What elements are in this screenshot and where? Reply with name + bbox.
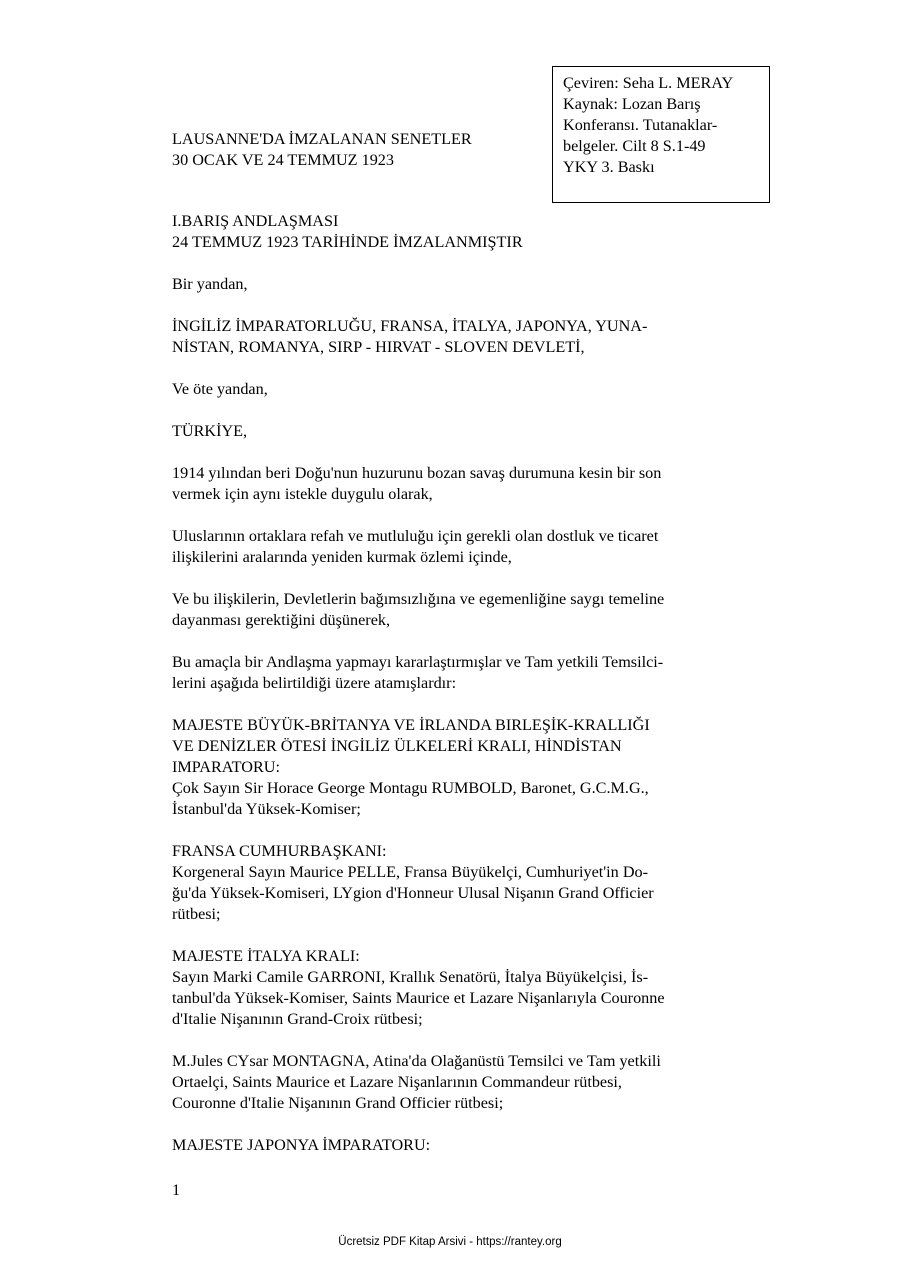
document-heading: [172, 129, 472, 171]
text-line: Couronne d'Italie Nişanının Grand Officier rütbesi;: [172, 1094, 504, 1112]
text-line: Ve bu ilişkilerin, Devletlerin bağımsızlığına ve egemenliğine saygı temeline: [172, 590, 665, 608]
text-line: 24 TEMMUZ 1923 TARİHİNDE İMZALANMIŞTIR: [172, 233, 523, 251]
footer-link[interactable]: Ücretsiz PDF Kitap Arsivi - https://rantey.org: [338, 1236, 562, 1248]
text-line: 1914 yılından beri Doğu'nun huzurunu bozan savaş durumuna kesin bir son: [172, 464, 662, 482]
text-line: M.Jules CYsar MONTAGNA, Atina'da Olağanüstü Temsilci ve Tam yetkili: [172, 1052, 661, 1070]
paragraph: [172, 715, 742, 820]
source-line: Kaynak: Lozan Barış: [563, 95, 701, 113]
translator-line: Çeviren: Seha L. MERAY: [563, 74, 734, 92]
publisher-line: YKY 3. Baskı: [563, 158, 655, 176]
text-line: I.BARIŞ ANDLAŞMASI: [172, 212, 339, 230]
paragraph: [172, 1051, 742, 1114]
source-line: Konferansı. Tutanaklar-: [563, 116, 718, 134]
footer: [0, 1235, 900, 1249]
document-dates: 30 OCAK VE 24 TEMMUZ 1923: [172, 151, 394, 169]
text-line: MAJESTE BÜYÜK-BRİTANYA VE İRLANDA BIRLEŞİK-KRALLIĞI: [172, 716, 650, 734]
paragraph: [172, 526, 742, 568]
document-title: LAUSANNE'DA İMZALANAN SENETLER: [172, 130, 472, 148]
text-line: lerini aşağıda belirtildiği üzere atamışlardır:: [172, 674, 457, 692]
text-line: İNGİLİZ İMPARATORLUĞU, FRANSA, İTALYA, JAPONYA, YUNA-: [172, 317, 648, 335]
document-body: [172, 211, 742, 1177]
paragraph: [172, 211, 742, 253]
paragraph: [172, 379, 742, 400]
text-line: tanbul'da Yüksek-Komiser, Saints Maurice et Lazare Nişanlarıyla Couronne: [172, 989, 665, 1007]
paragraph: [172, 946, 742, 1030]
paragraph: [172, 841, 742, 925]
text-line: vermek için aynı istekle duygulu olarak,: [172, 485, 433, 503]
paragraph: [172, 421, 742, 442]
text-line: VE DENİZLER ÖTESİ İNGİLİZ ÜLKELERİ KRALI, HİNDİSTAN: [172, 737, 622, 755]
text-line: Bir yandan,: [172, 275, 248, 293]
text-line: ilişkilerini aralarında yeniden kurmak özlemi içinde,: [172, 548, 512, 566]
text-line: d'Italie Nişanının Grand-Croix rütbesi;: [172, 1010, 423, 1028]
page-number: 1: [172, 1181, 181, 1199]
source-volume-line: belgeler. Cilt 8 S.1-49: [563, 137, 706, 155]
text-line: İstanbul'da Yüksek-Komiser;: [172, 800, 361, 818]
text-line: NİSTAN, ROMANYA, SIRP - HIRVAT - SLOVEN DEVLETİ,: [172, 338, 585, 356]
translator-source-box: [552, 66, 770, 203]
paragraph: [172, 1135, 742, 1156]
text-line: Ortaelçi, Saints Maurice et Lazare Nişanlarının Commandeur rütbesi,: [172, 1073, 622, 1091]
paragraph: [172, 316, 742, 358]
text-line: dayanması gerektiğini düşünerek,: [172, 611, 391, 629]
text-line: MAJESTE JAPONYA İMPARATORU:: [172, 1136, 431, 1154]
text-line: MAJESTE İTALYA KRALI:: [172, 947, 360, 965]
text-line: Uluslarının ortaklara refah ve mutluluğu için gerekli olan dostluk ve ticaret: [172, 527, 659, 545]
text-line: Korgeneral Sayın Maurice PELLE, Fransa Büyükelçi, Cumhuriyet'in Do-: [172, 863, 648, 881]
text-line: FRANSA CUMHURBAŞKANI:: [172, 842, 387, 860]
text-line: Ve öte yandan,: [172, 380, 268, 398]
text-line: rütbesi;: [172, 905, 221, 923]
paragraph: [172, 589, 742, 631]
paragraph: [172, 463, 742, 505]
text-line: ğu'da Yüksek-Komiseri, LYgion d'Honneur Ulusal Nişanın Grand Officier: [172, 884, 654, 902]
paragraph: [172, 652, 742, 694]
text-line: TÜRKİYE,: [172, 422, 248, 440]
text-line: Sayın Marki Camile GARRONI, Krallık Senatörü, İtalya Büyükelçisi, İs-: [172, 968, 649, 986]
text-line: IMPARATORU:: [172, 758, 280, 776]
text-line: Çok Sayın Sir Horace George Montagu RUMBOLD, Baronet, G.C.M.G.,: [172, 779, 649, 797]
paragraph: [172, 274, 742, 295]
text-line: Bu amaçla bir Andlaşma yapmayı kararlaştırmışlar ve Tam yetkili Temsilci-: [172, 653, 664, 671]
